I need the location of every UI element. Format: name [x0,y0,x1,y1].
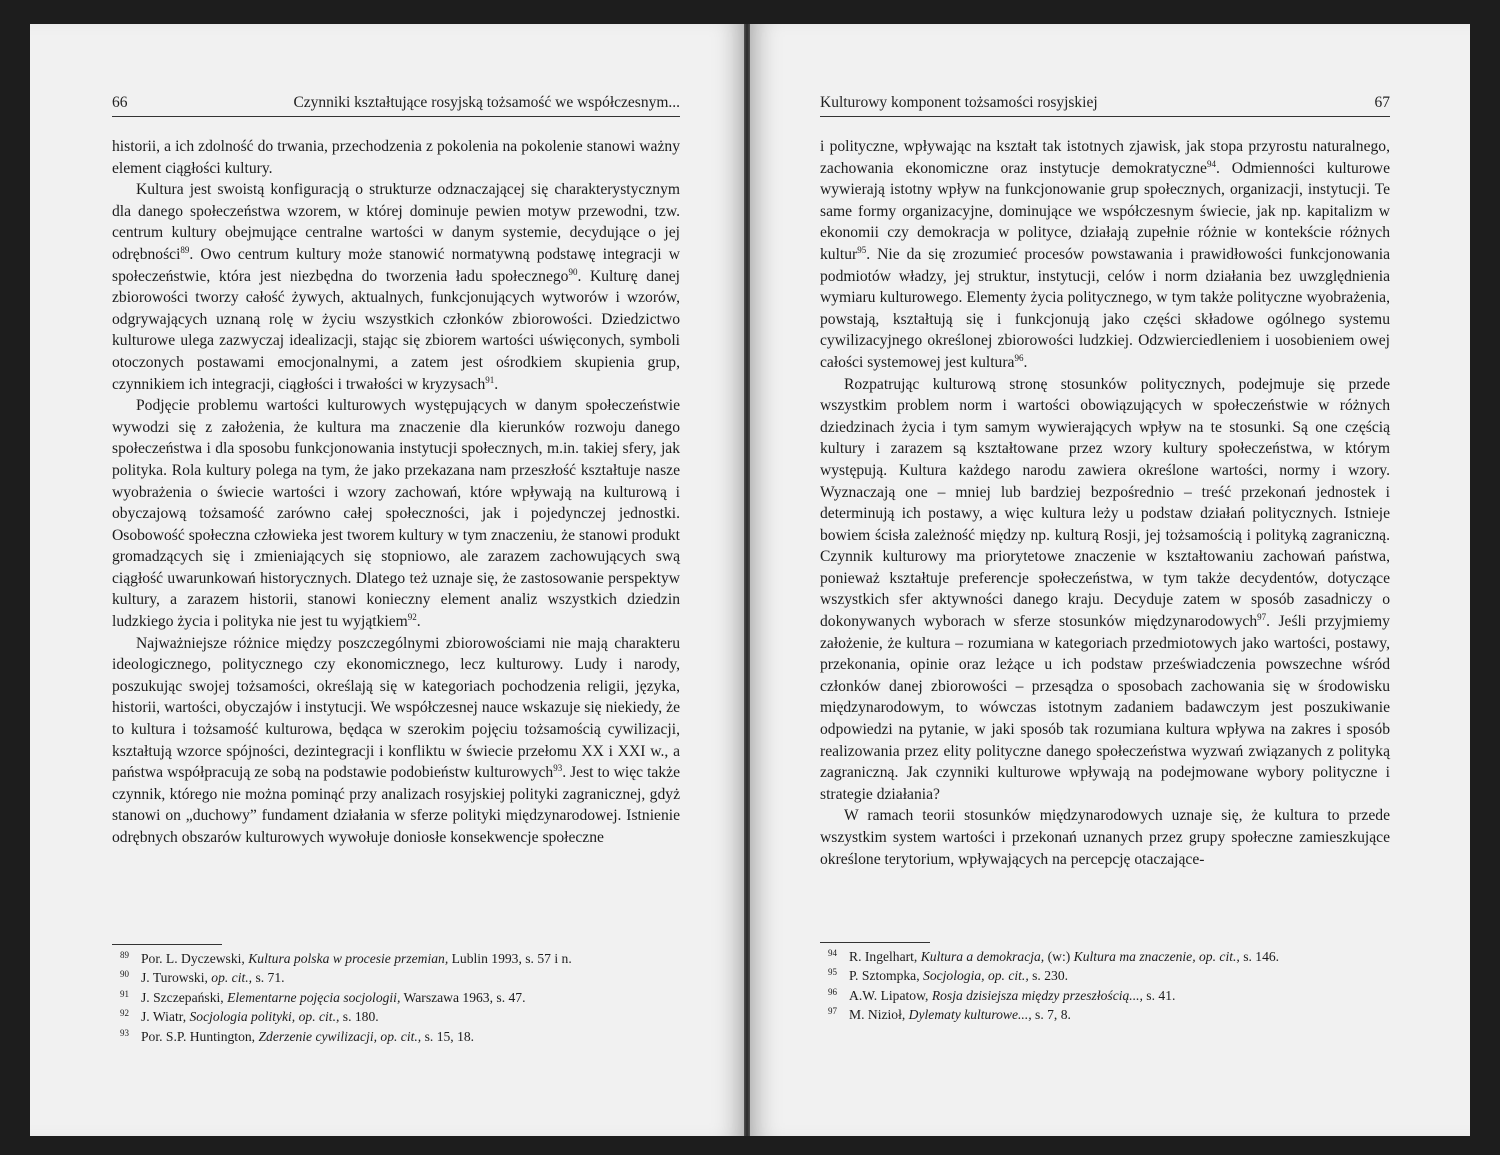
footnote-number: 94 [828,948,837,958]
text-run: s. 15, 18. [421,1028,475,1044]
text-run: (w:) [1044,949,1074,964]
text-run: Por. S.P. Huntington, [141,1028,259,1044]
italic-run: Socjologia polityki, op. cit., [189,1009,340,1025]
footnote-ref: 97 [1257,611,1267,622]
footnote-ref: 96 [1014,352,1024,363]
left-page [30,24,744,1136]
text-run: A.W. Lipatow, [849,987,932,1003]
text-run: historii, a ich zdolność do trwania, przechodzenia z pokolenia na pokolenie stanowi ważny element ciągłości kultury. [112,138,680,177]
text-run: . Nie da się zrozumieć procesów powstawania i prawidłowości funkcjonowania podmiotów władzy, jej struktur, instytucji, celów i norm działania bez uwzględnienia wymiaru kulturowego. Elementy życia politycznego, w tym także polityczne wyobrażenia, powstają, kształtują się i funkcjonują jako części składowe ogólnego systemu cywilizacyjnego określonej zbiorowości ludzkiej. Odzwierciedleniem i uosobieniem owej całości systemowej jest kultura [820,245,1390,371]
footnote-number: 96 [828,986,837,997]
paragraph [112,136,680,179]
text-run: . [494,375,499,393]
left-page-number: 66 [112,94,128,111]
text-run: R. Ingelhart, [849,949,921,964]
text-run: s. 180. [339,1009,379,1025]
text-run: . Owo centrum kultury może stanowić normatywną podstawę integracji w społeczeństwie, która jest niezbędna do tworzenia ładu społecznego [112,245,680,285]
text-run: . [416,613,421,631]
footnote [112,988,680,1007]
text-run: Warszawa 1963, s. 47. [400,989,526,1005]
text-run: J. Szczepański, [141,989,228,1005]
text-run: s. 146. [1239,949,1280,964]
text-run: . Odmienności kulturowe wywierają istotny wpływ na funkcjonowanie grup społecznych, organizacji, instytucji. Te same formy organizacyjne, dominujące we współczesnym świecie, jak np. kapitalizm w ekonomii czy demokracja w polityce, działają zupełnie różnie w kontekście różnych kultur [820,159,1390,263]
paragraph [112,633,680,849]
text-run: Por. L. Dyczewski, [141,951,249,966]
footnote [112,949,680,968]
text-run: P. Sztompka, [849,968,924,984]
text-run: J. Turowski, [141,970,212,986]
italic-run: Kultura a demokracja, [920,949,1045,964]
footnote-ref: 92 [407,611,417,622]
left-running-title: Czynniki kształtujące rosyjską tożsamość we współczesnym... [293,94,680,111]
paragraph [820,136,1390,374]
left-footnotes [112,949,680,1046]
footnote [112,1007,680,1026]
text-run: . Jest to więc także czynnik, którego nie można pominąć przy analizach rosyjskiej polityki zagranicznej, gdyż stanowi on „duchowy” fundament działania w sferze polityki międzynarodowej. Istnienie odrębnych obszarów kulturowych wywołuje doniosłe konsekwencje społeczne [112,764,680,846]
right-body-text [820,136,1390,870]
text-run: Kultura jest swoistą konfiguracją o strukturze odznaczającej się charakterystycznym dla danego społeczeństwa wzorem, w której dominuje pewien motyw przewodni, tzw. centrum kultury obejmujące centralne wartości w danym systemie, decydujące o jej odrębności [112,181,680,263]
text-run: . [1023,353,1028,371]
paragraph [820,374,1390,806]
footnote-ref: 90 [568,266,578,277]
text-run: Rozpatrując kulturową stronę stosunków politycznych, podejmuje się przede wszystkim problem norm i wartości obowiązujących w społeczeństwie w różnych dziedzinach życia i tym samym wywierających wpływ na te stosunki. Są one częścią kultury i zarazem są kształtowane przez wzory kultury społeczeństwa, w którym występują. Kultura każdego narodu zawiera określone wartości, normy i wzory. Wyznaczają one – mniej lub bardziej bezpośrednio – treść przekonań jednostek i determinują ich postawy, a więc kultura leży u podstaw działań politycznych. Istnieje bowiem ścisła zależność między np. kulturą Rosji, jej tożsamością i polityką zagraniczną. Czynnik kulturowy ma priorytetowe znaczenie w kształtowaniu zachowań państwa, ponieważ kształtuje preferencje społeczeństwa, w tym także decydentów, dotyczące wszystkich sfer aktywności danego kraju. Decyduje zatem w sposób zasadniczy o dokonywanych wyborach w sferze stosunków międzynarodowych [820,375,1390,631]
italic-run: Kultura polska w procesie przemian, [248,951,449,966]
footnote-number: 89 [120,950,129,960]
right-running-head [820,94,1390,117]
footnote-ref: 93 [553,763,563,774]
footnote-ref: 91 [485,374,495,385]
italic-run: op. cit., [211,970,253,986]
italic-run: Zderzenie cywilizacji, op. cit., [258,1028,422,1044]
right-running-title: Kulturowy komponent tożsamości rosyjskiej [820,94,1098,111]
italic-run: Socjologia, op. cit., [923,968,1029,984]
footnote [820,986,1390,1005]
italic-run: Dylematy kulturowe..., [908,1007,1032,1023]
footnote-number: 91 [120,988,129,999]
footnote [820,1005,1390,1024]
left-body-text [112,136,680,849]
left-running-head [112,94,680,117]
text-run: Lublin 1993, s. 57 i n. [448,951,572,966]
italic-run: Kultura ma znaczenie, op. cit., [1073,949,1240,964]
footnote-number: 97 [828,1006,837,1017]
paragraph [820,805,1390,870]
footnote-ref: 95 [857,244,867,255]
left-footnote-rule [112,944,222,945]
right-footnote-rule [820,942,930,943]
text-run: W ramach teorii stosunków międzynarodowych uznaje się, że kultura to przede wszystkim system wartości i przekonań uznanych przez grupy społeczne zamieszkujące określone terytorium, wpływających na percepcję otaczające- [820,807,1390,868]
text-run: Podjęcie problemu wartości kulturowych występujących w danym społeczeństwie wywodzi się z założenia, że kultura ma znaczenie dla kierunków rozwoju danego społeczeństwa i dla sposobu funkcjonowania instytucji społecznych, m.in. takiej sfery, jak polityka. Rola kultury polega na tym, że jako przekazana nam przeszłość kształtuje nasze wyobrażenia o świecie wartości i wzory zachowań, które wpływają na kulturową i obyczajową tożsamość zarówno całej społeczności, jak i pojedynczej jednostki. Osobowość społeczna człowieka jest tworem kultury w tym znaczeniu, że stanowi produkt gromadzących się i zmieniających się stopniowo, ale zarazem zachowujących swą ciągłość uwarunkowań historycznych. Dlatego też uznaje się, że zastosowanie perspektyw kultury, a zarazem historii, stanowi konieczny element analiz wszystkich dziedzin ludzkiego życia i polityka nie jest tu wyjątkiem [112,397,680,631]
footnote-ref: 89 [180,244,190,255]
text-run: Najważniejsze różnice między poszczególnymi zbiorowościami nie mają charakteru ideologicznego, politycznego czy ekonomicznego, lecz kulturowy. Ludy i narody, poszukując swojej tożsamości, określają się w kategoriach pochodzenia religii, języka, historii, wartości, obyczajów i instytucji. We współczesnej nauce wskazuje się niekiedy, że to kultura i tożsamość kulturowa, będąca w szerokim pojęciu tożsamością cywilizacji, kształtują wzorce spójności, dezintegracji i konfliktu w świecie przełomu XX i XXI w., a państwa współpracują ze sobą na podstawie podobieństw kulturowych [112,634,680,782]
text-run: s. 71. [252,970,285,986]
paragraph [112,395,680,633]
footnote [112,968,680,987]
text-run: . Kulturę danej zbiorowości tworzy całość żywych, aktualnych, funkcjonujących wytworów i wzorów, odgrywających uznaną rolę w życiu wszystkich członków zbiorowości. Dziedzictwo kulturowe ulega zazwyczaj idealizacji, stając się zbiorem wartości uświęconych, symboli otoczonych postawami emocjonalnymi, a zatem jest ośrodkiem skupienia grup, czynnikiem ich integracji, ciągłości i trwałości w kryzysach [112,267,680,393]
text-run: M. Nizioł, [849,1007,909,1023]
right-page [750,24,1470,1136]
right-page-number: 67 [1374,94,1390,111]
footnote-ref: 94 [1206,158,1216,169]
paragraph [112,179,680,395]
footnote [820,947,1390,966]
right-footnotes [820,947,1390,1025]
text-run: i polityczne, wpływając na kształt tak istotnych zjawisk, jak stopa przyrostu naturalnego, zachowania ekonomiczne oraz instytucje demokratyczne [820,138,1390,177]
footnote-number: 95 [828,967,837,978]
text-run: . Jeśli przyjmiemy założenie, że kultura – rozumiana w kategoriach przedmiotowych jako wartości, postawy, przekonania, opinie oraz leżące u ich podstaw przeświadczenia powszechne wśród członków danej zbiorowości – przesądza o sposobach zachowania się w środowisku międzynarodowym, to wówczas istotnym zadaniem badawczym jest poszukiwanie odpowiedzi na pytanie, w jaki sposób tak rozumiana kultura wpływa na zakres i sposób realizowania przez elity polityczne danego społeczeństwa wyzwań związanych z polityką zagraniczną. Jak czynniki kulturowe wpływają na podejmowane wybory polityczne i strategie działania? [820,613,1390,803]
italic-run: Rosja dzisiejsza między przeszłością..., [931,987,1143,1003]
footnote-number: 93 [120,1027,129,1038]
footnote [112,1027,680,1046]
footnote-number: 92 [120,1008,129,1019]
text-run: s. 230. [1028,968,1069,984]
text-run: s. 41. [1142,987,1176,1003]
text-run: s. 7, 8. [1031,1007,1071,1023]
footnote-number: 90 [120,969,129,980]
italic-run: Elementarne pojęcia socjologii, [227,989,401,1005]
text-run: J. Wiatr, [141,1009,190,1025]
footnote [820,966,1390,985]
